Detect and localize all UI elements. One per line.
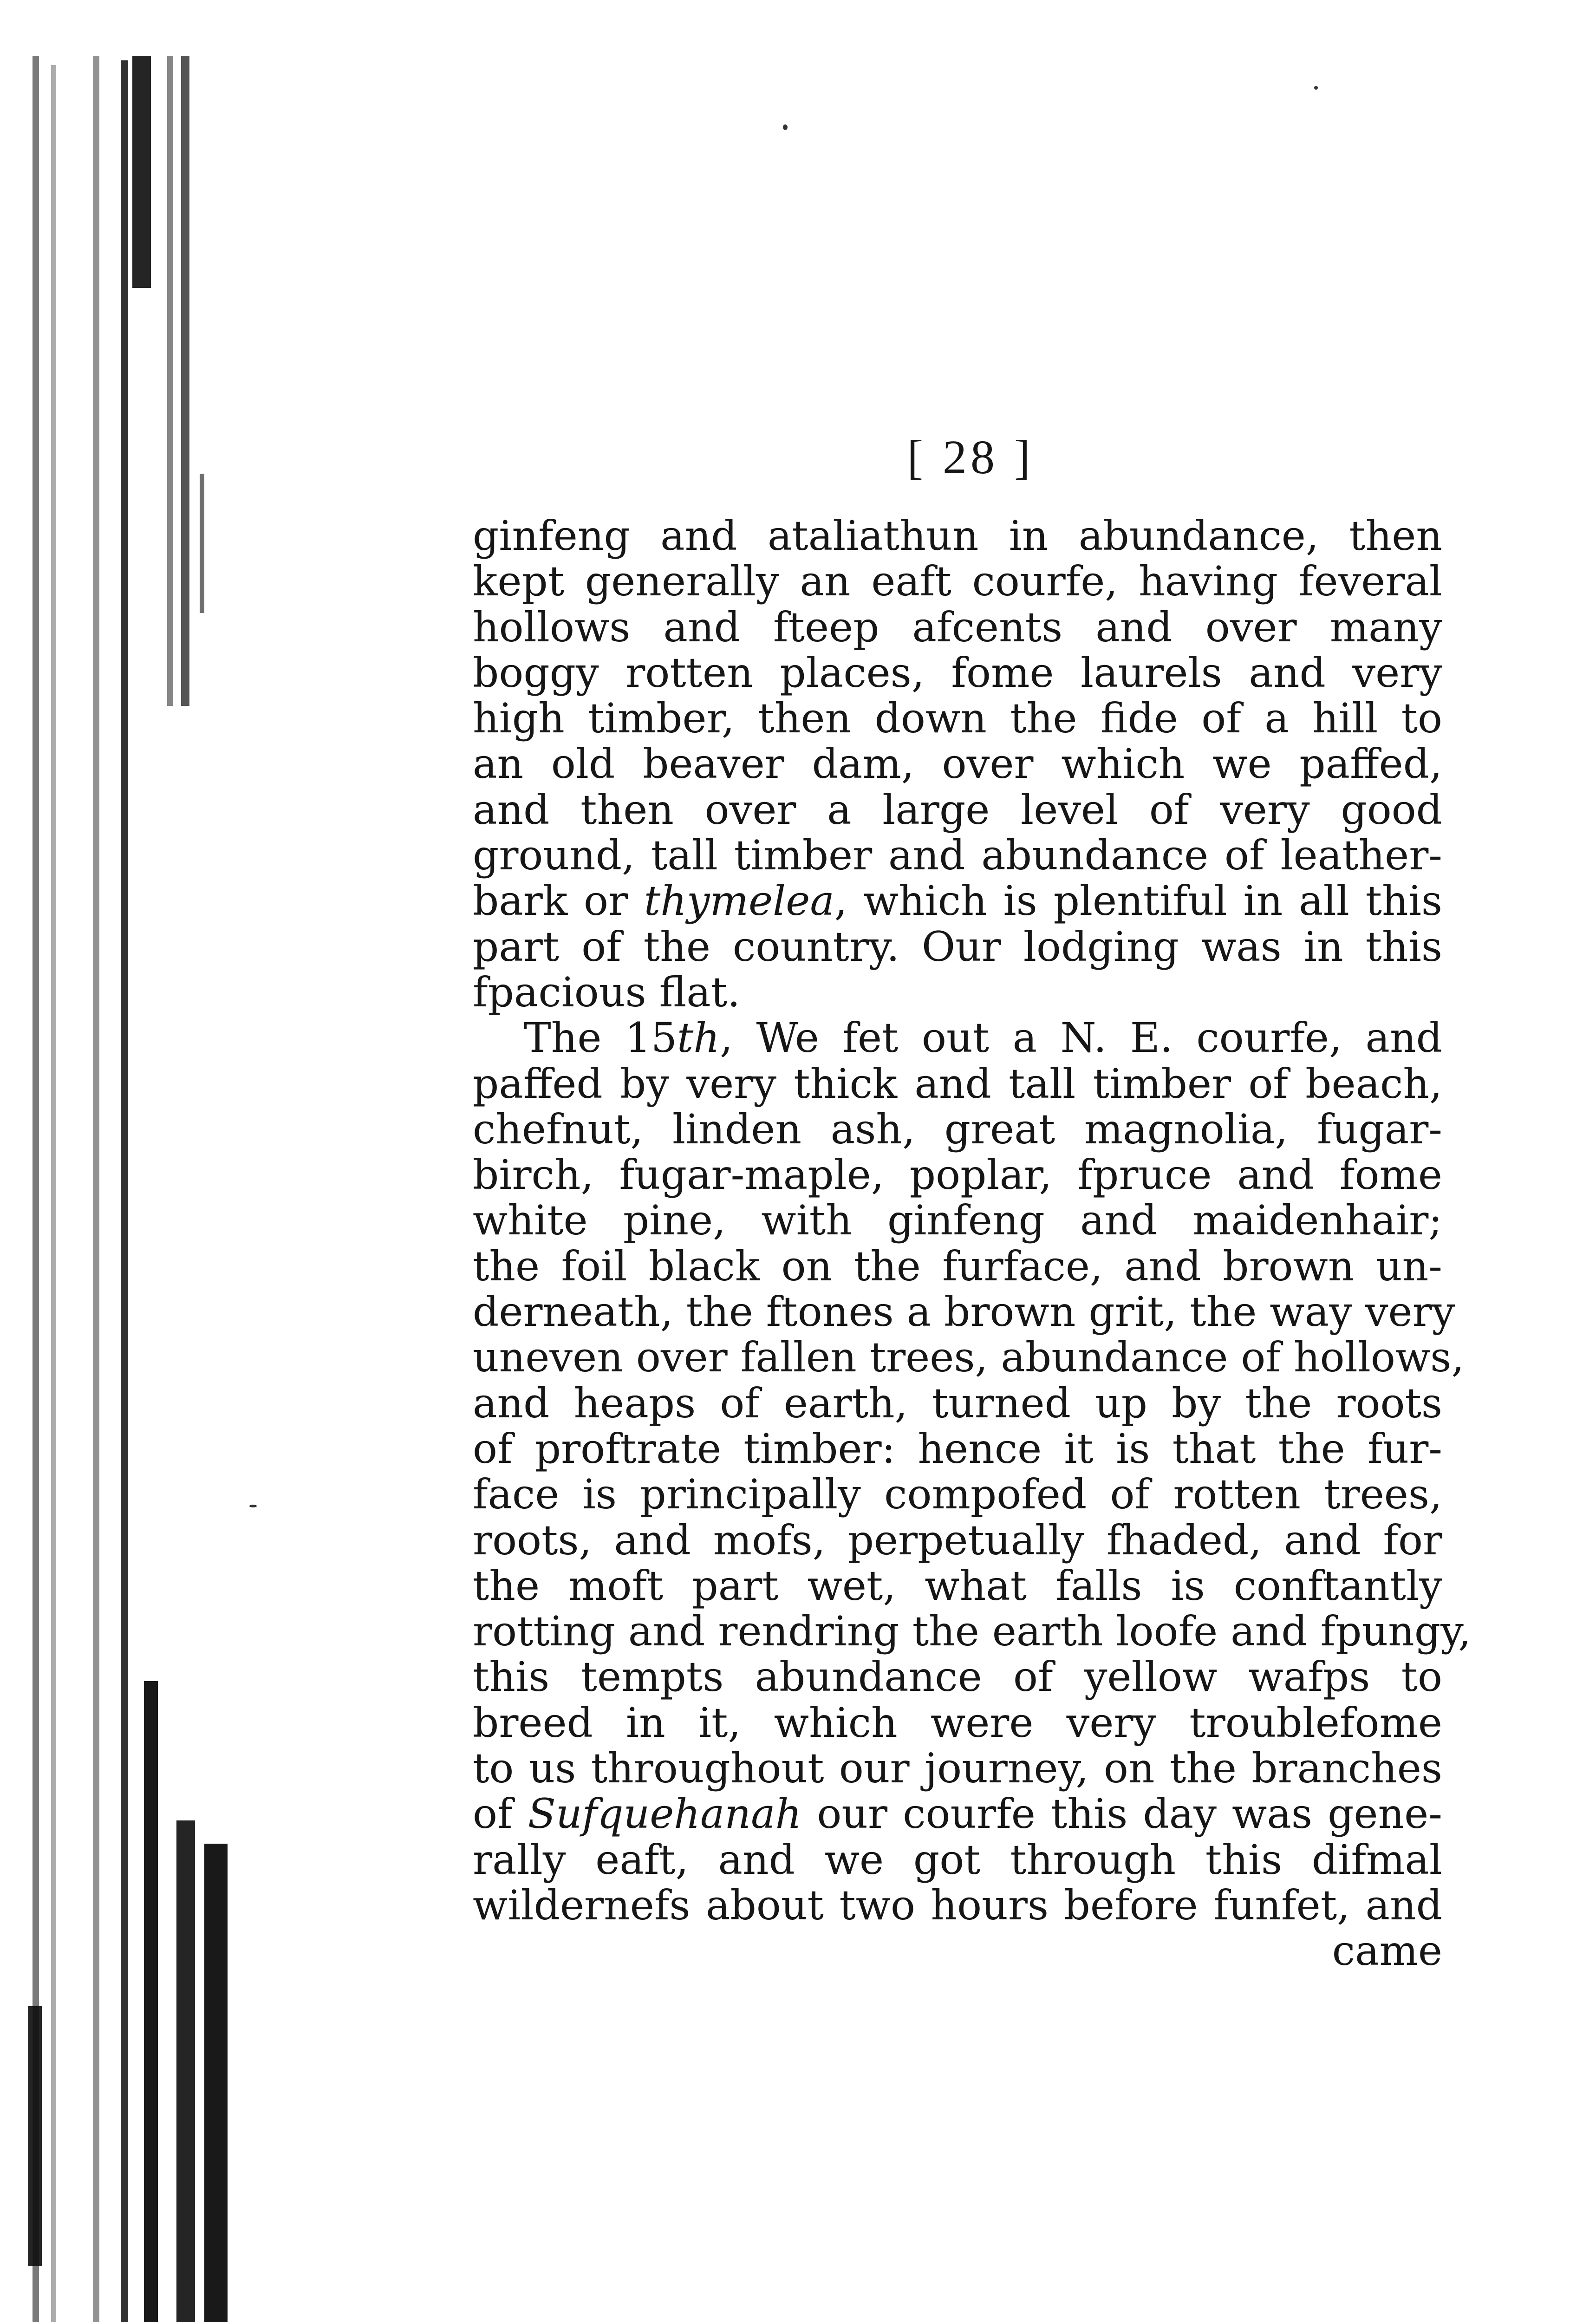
text-line: white pine, with ginfeng and maidenhair; — [473, 1196, 1442, 1245]
text-line: this tempts abundance of yellow wafps to — [473, 1653, 1442, 1701]
text-line-with-italic: The 15th, We fet out a N. E. courfe, and — [524, 1014, 1442, 1062]
text-line-with-italic: of Sufquehanah our courfe this day was gene- — [473, 1790, 1442, 1838]
text-line: hollows and fteep afcents and over many — [473, 603, 1442, 651]
text-line: ground, tall timber and abundance of leather- — [473, 831, 1442, 880]
italic-word: Sufquehanah — [528, 1790, 802, 1838]
text-line-with-italic: bark or thymelea, which is plentiful in all this — [473, 877, 1442, 925]
text-line: of proftrate timber: hence it is that the fur- — [473, 1424, 1442, 1473]
text-line: part of the country. Our lodging was in this — [473, 922, 1442, 971]
text-line: to us throughout our journey, on the branches — [473, 1744, 1442, 1793]
text-line: boggy rotten places, fome laurels and very — [473, 648, 1442, 697]
text-line: face is principally compofed of rotten trees, — [473, 1470, 1442, 1519]
body-text — [473, 512, 1472, 1975]
catchword: came — [1332, 1927, 1442, 1975]
binding-edge — [33, 56, 228, 2322]
text-line: chefnut, linden ash, great magnolia, fugar- — [473, 1105, 1442, 1153]
text-line: an old beaver dam, over which we paffed, — [473, 740, 1442, 788]
text-line: paffed by very thick and tall timber of beach, — [473, 1059, 1442, 1108]
text-line: fpacious flat. — [473, 968, 741, 1016]
text-line: breed in it, which were very troublefome — [473, 1698, 1442, 1747]
text-line: rotting and rendring the earth loofe and fpungy, — [473, 1607, 1472, 1656]
speck — [249, 1505, 257, 1507]
text-line: and heaps of earth, turned up by the roots — [473, 1379, 1442, 1427]
text-line: rally eaft, and we got through this difmal — [473, 1835, 1442, 1884]
text-line: and then over a large level of very good — [473, 785, 1442, 834]
text-line: the moft part wet, what falls is conftantly — [473, 1561, 1442, 1610]
text-line: high timber, then down the fide of a hill to — [473, 694, 1442, 743]
text-line: ginfeng and ataliathun in abundance, then — [473, 512, 1442, 560]
text-line: roots, and mofs, perpetually fhaded, and for — [473, 1516, 1442, 1564]
text-line: wildernefs about two hours before funfet, and — [473, 1881, 1442, 1929]
page-number: [ 28 ] — [907, 430, 1034, 484]
text-line: kept generally an eaft courfe, having feveral — [473, 557, 1442, 606]
italic-word: thymelea — [644, 877, 834, 925]
speck — [1314, 86, 1318, 90]
text-line: the foil black on the furface, and brown un- — [473, 1242, 1442, 1290]
text-line: birch, fugar-maple, poplar, fpruce and fome — [473, 1151, 1442, 1199]
italic-word: th — [677, 1014, 720, 1062]
speck — [783, 124, 788, 130]
text-line: uneven over fallen trees, abundance of hollows, — [473, 1333, 1465, 1382]
text-line: derneath, the ftones a brown grit, the way very — [473, 1288, 1455, 1336]
